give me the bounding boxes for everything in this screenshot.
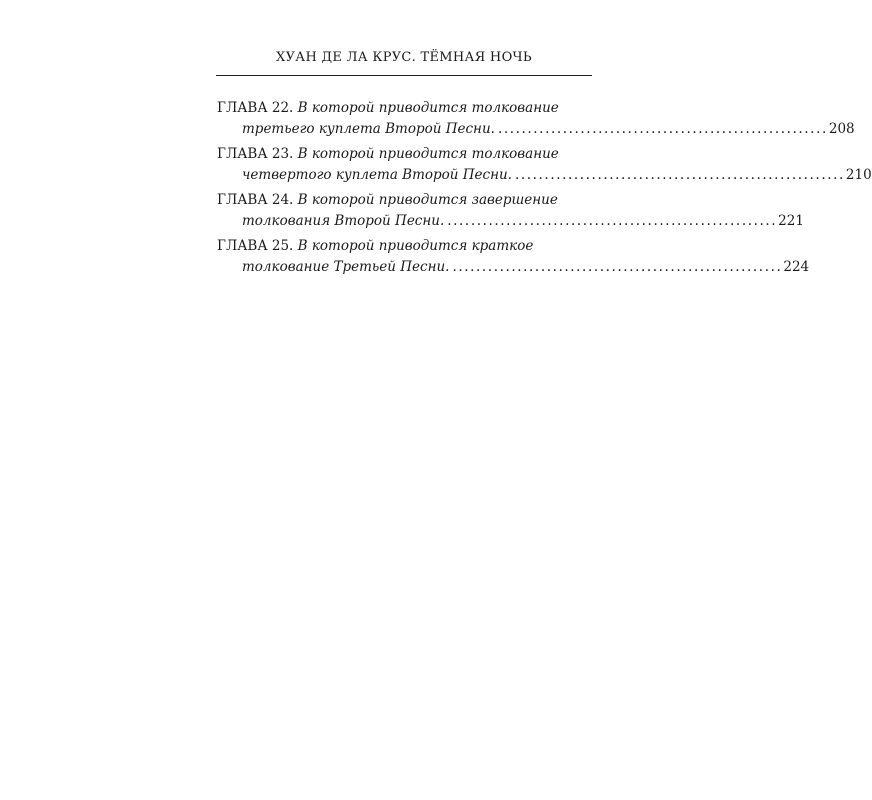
chapter-title-line2: четвертого куплета Второй Песни. [242, 167, 512, 183]
header-rule [216, 75, 592, 76]
chapter-title-line1: В которой приводится краткое [297, 238, 534, 254]
toc-entry[interactable] [217, 144, 872, 186]
chapter-title-line1: В которой приводится толкование [297, 100, 559, 116]
dot-leader: ........................................................ [452, 259, 783, 275]
toc-entry[interactable] [217, 98, 855, 140]
table-of-contents [217, 98, 872, 282]
chapter-title-line2: толкование Третьей Песни. [242, 259, 450, 275]
running-header: ХУАН ДЕ ЛА КРУС. ТЁМНАЯ НОЧЬ [276, 50, 532, 65]
page-number: 224 [783, 259, 810, 275]
toc-entry[interactable] [217, 190, 804, 232]
chapter-title-line2: третьего куплета Второй Песни. [242, 121, 495, 137]
chapter-title-line2: толкования Второй Песни. [242, 213, 445, 229]
toc-entry[interactable] [217, 236, 810, 278]
dot-leader: ........................................................ [447, 213, 778, 229]
page-number: 210 [845, 167, 872, 183]
page-number: 221 [778, 213, 804, 229]
chapter-title-line1: В которой приводится завершение [297, 192, 558, 208]
dot-leader: ........................................................ [497, 121, 828, 137]
chapter-number: ГЛАВА 24. [217, 192, 294, 208]
page-number: 208 [828, 121, 855, 137]
chapter-title-line1: В которой приводится толкование [297, 146, 559, 162]
chapter-number: ГЛАВА 22. [217, 100, 294, 116]
chapter-number: ГЛАВА 23. [217, 146, 294, 162]
dot-leader: ........................................................ [514, 167, 845, 183]
chapter-number: ГЛАВА 25. [217, 238, 294, 254]
